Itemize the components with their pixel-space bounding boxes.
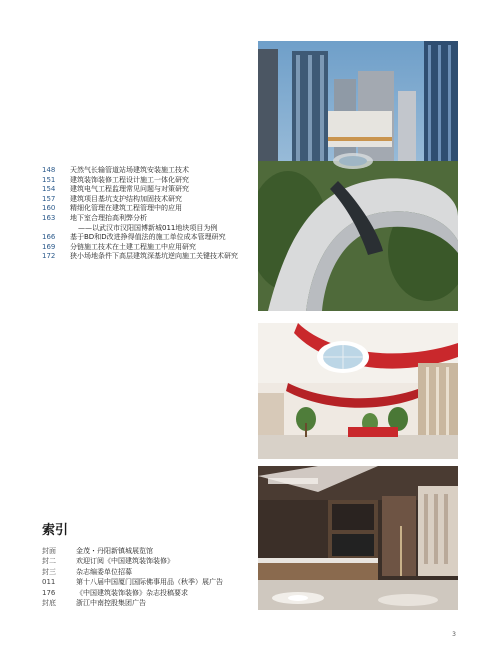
photo-interior-atrium xyxy=(258,323,458,459)
index-entry[interactable] xyxy=(42,556,252,566)
index-label: 封底 xyxy=(42,599,56,608)
toc-entry[interactable] xyxy=(42,214,252,224)
toc-title: 建筑项目基坑支护结构加固技术研究 xyxy=(70,194,182,203)
toc-title: 地下室合理抬高利弊分析 xyxy=(70,213,147,222)
index-label: 封面 xyxy=(42,547,56,555)
photo-urban-walkway xyxy=(258,41,458,311)
table-of-contents xyxy=(42,166,252,262)
index-text: 杂志编委单位招募 xyxy=(76,567,132,576)
toc-entry[interactable] xyxy=(42,176,252,186)
toc-entry-subtitle xyxy=(42,224,252,234)
index-label: 176 xyxy=(42,588,56,597)
interior-atrium-image xyxy=(258,323,458,459)
toc-entry[interactable] xyxy=(42,243,252,253)
toc-subtitle: ——以武汉市汉阳国博新城011地块项目为例 xyxy=(78,223,218,232)
index-text: 浙江中南控股集团广告 xyxy=(76,599,146,608)
index-text: 金茂・丹阳新镇城展览馆 xyxy=(76,547,153,555)
index-entry[interactable] xyxy=(42,546,252,556)
toc-title: 精细化管理在建筑工程管理中的应用 xyxy=(70,204,182,213)
toc-title: 基于BD和D改进挣得值法的施工单位成本管理研究 xyxy=(70,233,226,242)
kitchen-interior-image xyxy=(258,466,458,610)
photo-kitchen-interior xyxy=(258,466,458,610)
index-entry[interactable] xyxy=(42,577,252,587)
toc-entry[interactable] xyxy=(42,233,252,243)
index-entry[interactable] xyxy=(42,567,252,577)
toc-page-number: 163 xyxy=(42,213,56,222)
index-text: 《中国建筑装饰装修》杂志投稿要求 xyxy=(76,588,188,597)
toc-entry[interactable] xyxy=(42,204,252,214)
index-label: 封三 xyxy=(42,567,56,576)
toc-page-number: 151 xyxy=(42,175,56,184)
toc-page-number: 172 xyxy=(42,252,56,261)
toc-title: 天然气长输管道站场建筑安装施工技术 xyxy=(70,166,189,174)
index-text: 第十八届中国厦门国际佛事用品（秋季）展广告 xyxy=(76,578,223,587)
toc-entry[interactable] xyxy=(42,185,252,195)
toc-title: 狭小场地条件下高层建筑深基坑逆向施工关键技术研究 xyxy=(70,252,238,261)
toc-entry[interactable] xyxy=(42,166,252,176)
index-entry[interactable] xyxy=(42,598,252,608)
toc-page-number: 154 xyxy=(42,185,56,194)
index-text: 欢迎订阅《中国建筑装饰装修》 xyxy=(76,557,174,566)
index-entry[interactable] xyxy=(42,588,252,598)
toc-page-number: 166 xyxy=(42,233,56,242)
urban-walkway-image xyxy=(258,41,458,311)
toc-page-number: 169 xyxy=(42,242,56,251)
page-number: 3 xyxy=(452,631,456,638)
toc-page-number: 160 xyxy=(42,204,56,213)
toc-title: 建筑电气工程监理常见问题与对策研究 xyxy=(70,185,189,194)
toc-title: 分链施工技术在土建工程施工中应用研究 xyxy=(70,242,196,251)
toc-page-number: 157 xyxy=(42,194,56,203)
toc-title: 建筑装饰装修工程设计施工一体化研究 xyxy=(70,175,189,184)
toc-entry[interactable] xyxy=(42,252,252,262)
index-heading: 索引 xyxy=(42,523,69,538)
toc-entry[interactable] xyxy=(42,195,252,205)
index-list xyxy=(42,546,252,608)
index-label: 封二 xyxy=(42,557,56,566)
index-label: 011 xyxy=(42,578,56,587)
toc-page-number: 148 xyxy=(42,166,56,174)
